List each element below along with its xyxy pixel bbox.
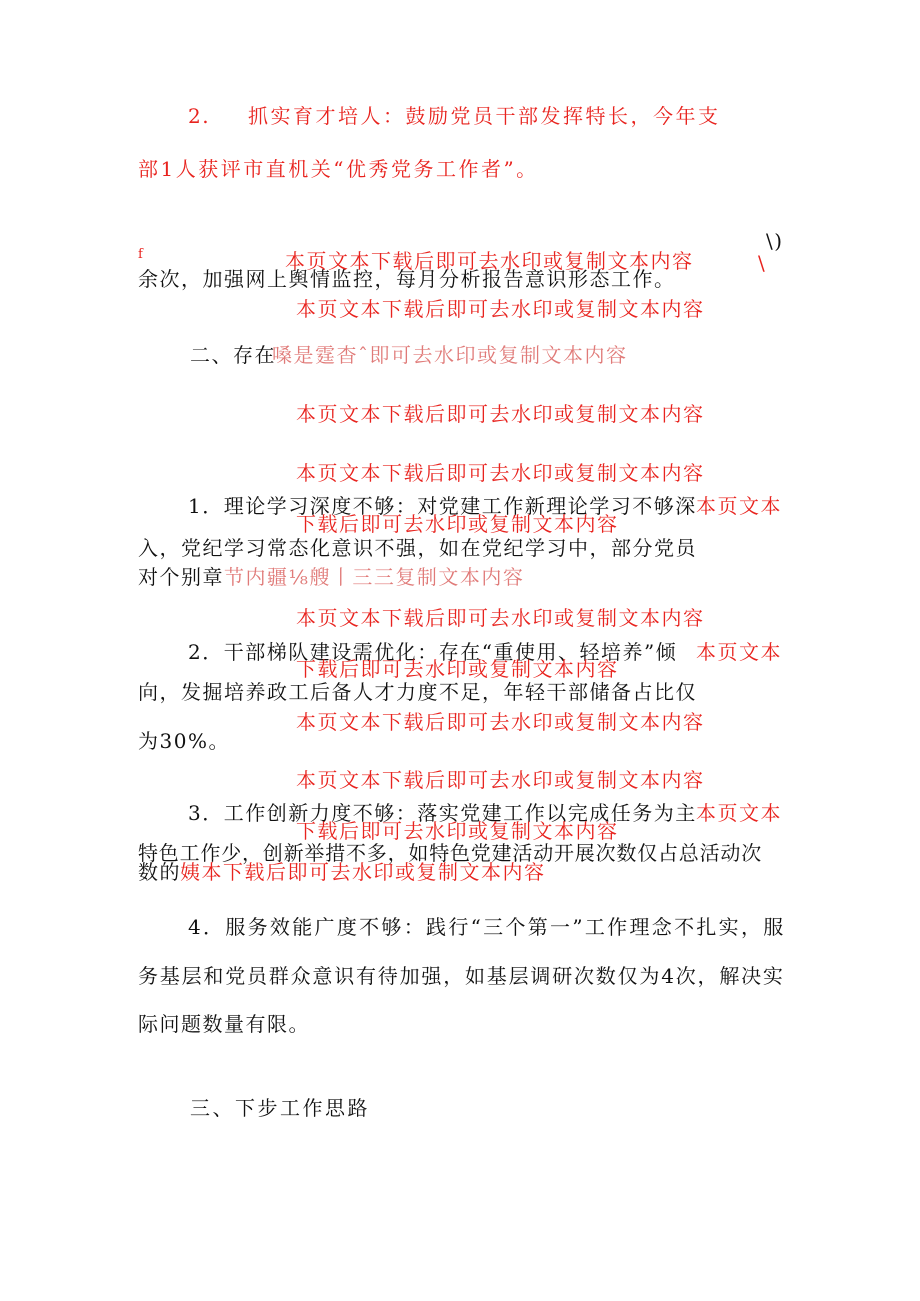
section2-heading-prefix: 二、存在	[190, 343, 276, 367]
item3-line2: 特色工作少，创新举措不多，如特色党建活动开展次数仅占总活动次	[138, 841, 762, 865]
para2-line1: 抓实育才培人：鼓励党员干部发挥特长，今年支	[248, 104, 721, 128]
watermark-6: 本页文本下载后即可去水印或复制文本内容	[296, 710, 705, 734]
watermark-split-1a: 本页文本	[696, 494, 782, 518]
watermark-1: 本页文本下载后即可去水印或复制文本内容	[285, 249, 694, 273]
watermark-3: 本页文本下载后即可去水印或复制文本内容	[296, 402, 705, 426]
item4-line1: 4．服务效能广度不够：践行“三个第一”工作理念不扎实，服	[188, 915, 786, 939]
fragment-line: 余次，加强网上舆情监控，每月分析报告意识形态工作。	[138, 267, 676, 291]
item2-line1: 2．干部梯队建设需优化：存在“重使用、轻培养”倾	[188, 640, 678, 664]
stray-mark-f: f	[138, 247, 145, 262]
section3-heading: 三、下步工作思路	[190, 1096, 370, 1120]
item1-line3-pink: 节内疆⅛艘丨三三复制文本内容	[224, 565, 525, 589]
item1-line2: 入，党纪学习常态化意识不强，如在党纪学习中，部分党员	[138, 536, 697, 560]
item4-line3: 际问题数量有限。	[138, 1012, 310, 1036]
watermark-split-1b: 下载后即可去水印或复制文本内容	[296, 512, 619, 536]
item4-line2: 务基层和党员群众意识有待加强，如基层调研次数仅为4次，解决实	[138, 964, 785, 988]
item3-line3-black: 数的	[138, 860, 181, 884]
item3-line3-red: 姨本下载后即可去水印或复制文本内容	[180, 860, 546, 884]
item1-line3-black: 对个别章	[138, 565, 224, 589]
section2-heading-garbled: 嗓是霆杳ˆ即可去水印或复制文本内容	[272, 343, 628, 367]
watermark-4: 本页文本下载后即可去水印或复制文本内容	[296, 461, 705, 485]
item3-line1: 3．工作创新力度不够：落实党建工作以完成任务为主	[188, 801, 697, 825]
watermark-2: 本页文本下载后即可去水印或复制文本内容	[296, 297, 705, 321]
watermark-split-2b: 下载后即可去水印或复制文本内容	[296, 657, 619, 681]
para2-number: 2.	[188, 104, 211, 128]
stray-mark-slash: \	[758, 251, 767, 275]
stray-mark-bracket: \)	[766, 229, 784, 253]
watermark-split-3a: 本页文本	[696, 801, 782, 825]
item2-line3: 为30%。	[138, 729, 230, 753]
item2-line2: 向，发掘培养政工后备人才力度不足，年轻干部储备占比仅	[138, 680, 697, 704]
watermark-split-2a: 本页文本	[696, 640, 782, 664]
para2-line2: 部1人获评市直机关“优秀党务工作者”。	[138, 157, 539, 181]
watermark-7: 本页文本下载后即可去水印或复制文本内容	[296, 768, 705, 792]
item1-line1: 1．理论学习深度不够：对党建工作新理论学习不够深	[188, 494, 697, 518]
watermark-5: 本页文本下载后即可去水印或复制文本内容	[296, 606, 705, 630]
watermark-split-3b: 下载后即可去水印或复制文本内容	[296, 819, 619, 843]
